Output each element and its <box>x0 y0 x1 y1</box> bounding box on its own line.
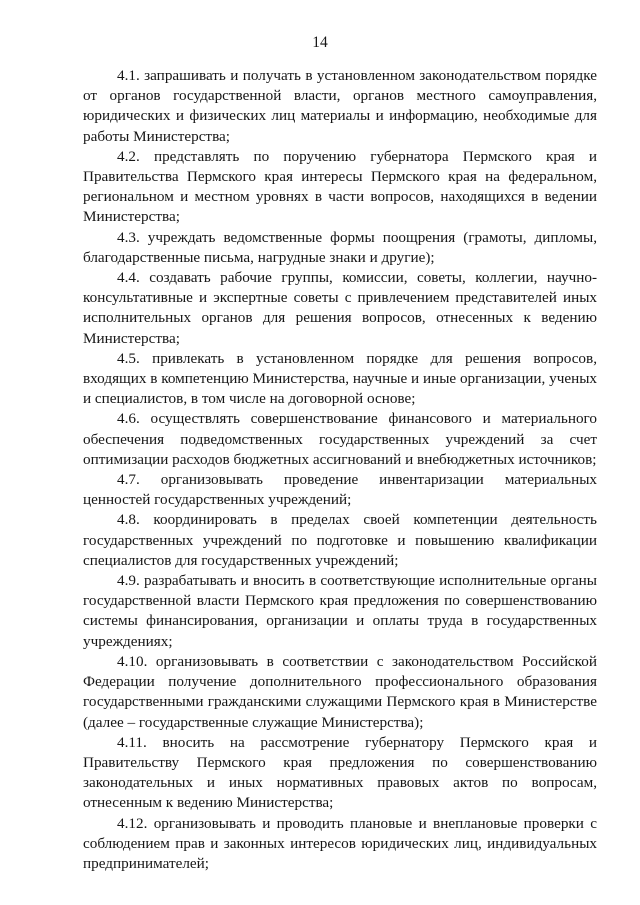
paragraph-4-6: 4.6. осуществлять совершенствование финансового и материального обеспечения подведомственных государственных учреждений за счет оптимизации расходов бюджетных ассигнований и внебюджетных источников; <box>83 410 597 468</box>
paragraph-4-9: 4.9. разрабатывать и вносить в соответствующие исполнительные органы государственной власти Пермского края предложения по совершенствованию системы финансирования, организации и оплаты труда в государственных учреждениях; <box>83 572 597 650</box>
paragraph-4-12: 4.12. организовывать и проводить плановые и внеплановые проверки с соблюдением прав и законных интересов юридических лиц, индивидуальных предпринимателей; <box>83 814 597 872</box>
paragraph-4-10: 4.10. организовывать в соответствии с законодательством Российской Федерации получение дополнительного профессионального образования государственными гражданскими служащими Пермского края в Министерстве (далее – государственные служащие Министерства); <box>83 652 597 731</box>
paragraph-4-1: 4.1. запрашивать и получать в установленном законодательством порядке от органов государственной власти, органов местного самоуправления, юридических и физических лиц материалы и информацию, необходимые для работы Министерства; <box>83 67 597 145</box>
paragraph-4-8: 4.8. координировать в пределах своей компетенции деятельность государственных учреждений по подготовке и повышению квалификации специалистов для государственных учреждений; <box>83 511 597 569</box>
paragraph-4-2: 4.2. представлять по поручению губернатора Пермского края и Правительства Пермского края интересы Пермского края на федеральном, региональном и местном уровнях в части вопросов, находящихся в ведении Министерства; <box>83 147 597 226</box>
paragraph-4-7: 4.7. организовывать проведение инвентаризации материальных ценностей государственных учреждений; <box>83 471 597 509</box>
paragraph-4-4: 4.4. создавать рабочие группы, комиссии, советы, коллегии, научно-консультативные и экспертные советы с привлечением представителей иных исполнительных органов для решения вопросов, отнесенных к ведению Министерства; <box>83 269 597 347</box>
paragraph-4-11: 4.11. вносить на рассмотрение губернатору Пермского края и Правительству Пермского края предложения по совершенствованию законодательных и иных нормативных правовых актов по вопросам, отнесенным к ведению Министерства; <box>83 733 597 812</box>
paragraph-4-5: 4.5. привлекать в установленном порядке для решения вопросов, входящих в компетенцию Министерства, научные и иные организации, ученых и специалистов, в том числе на договорной основе; <box>83 349 597 408</box>
document-body <box>83 66 597 874</box>
paragraph-4-3: 4.3. учреждать ведомственные формы поощрения (грамоты, дипломы, благодарственные письма, нагрудные знаки и другие); <box>83 228 597 266</box>
page-number: 14 <box>312 34 328 51</box>
